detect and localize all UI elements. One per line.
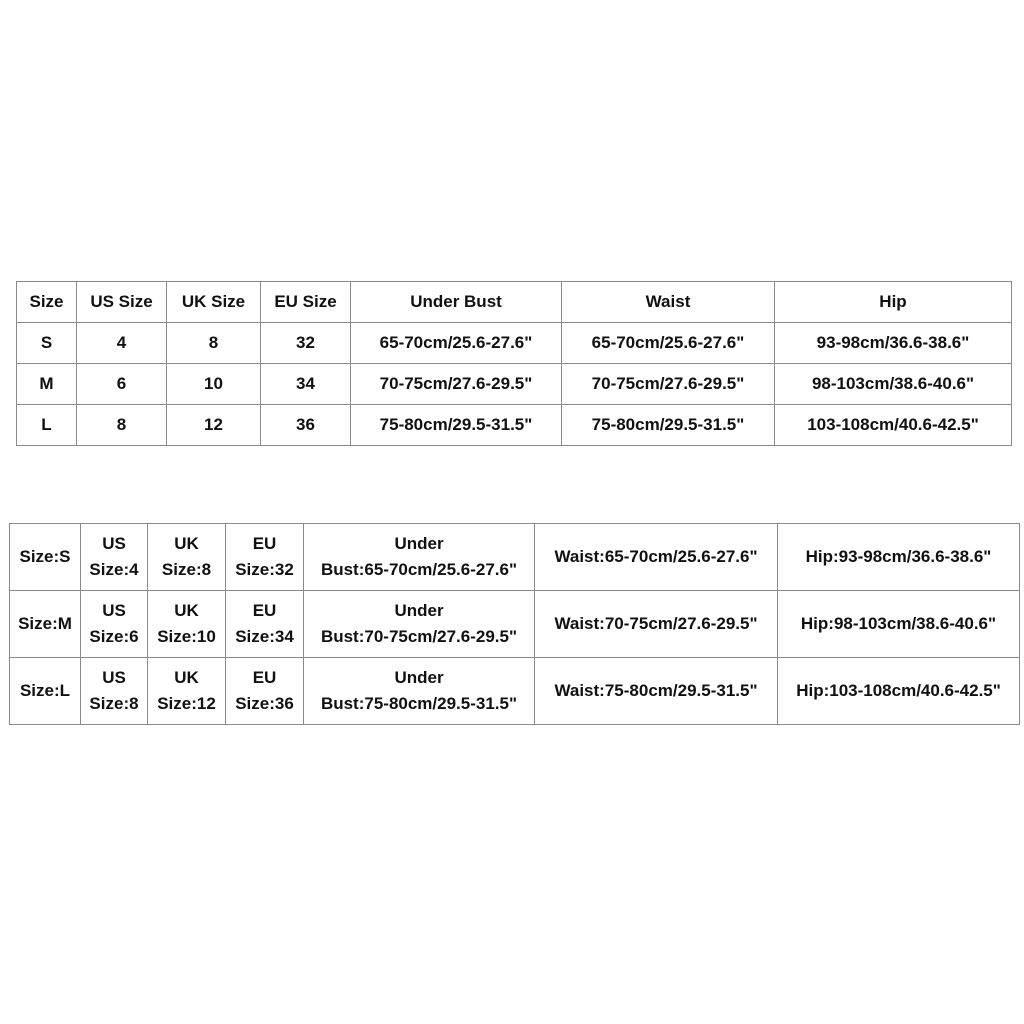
cell-us-size: 8: [77, 405, 167, 446]
cell-waist: 75-80cm/29.5-31.5": [562, 405, 775, 446]
cell-waist: Waist:75-80cm/29.5-31.5": [535, 658, 778, 725]
cell-us-size: US Size:8: [81, 658, 148, 725]
table-row: [10, 524, 1020, 591]
cell-uk-size: 10: [167, 364, 261, 405]
header-under-bust: Under Bust: [351, 282, 562, 323]
table-row: [17, 405, 1012, 446]
header-us-size: US Size: [77, 282, 167, 323]
size-chart-table: [16, 281, 1012, 446]
cell-waist: Waist:65-70cm/25.6-27.6": [535, 524, 778, 591]
cell-eu-size: 36: [261, 405, 351, 446]
table-row: [10, 591, 1020, 658]
cell-waist: Waist:70-75cm/27.6-29.5": [535, 591, 778, 658]
cell-uk-size: UK Size:8: [148, 524, 226, 591]
cell-under-bust: Under Bust:70-75cm/27.6-29.5": [304, 591, 535, 658]
table-header-row: [17, 282, 1012, 323]
labelled-size-chart-table: [9, 523, 1020, 725]
cell-under-bust: 70-75cm/27.6-29.5": [351, 364, 562, 405]
cell-size: L: [17, 405, 77, 446]
table-row: [17, 364, 1012, 405]
header-size: Size: [17, 282, 77, 323]
table-row: [10, 658, 1020, 725]
cell-uk-size: UK Size:10: [148, 591, 226, 658]
cell-us-size: US Size:6: [81, 591, 148, 658]
cell-hip: Hip:98-103cm/38.6-40.6": [778, 591, 1020, 658]
cell-eu-size: 32: [261, 323, 351, 364]
cell-size: M: [17, 364, 77, 405]
cell-hip: 98-103cm/38.6-40.6": [775, 364, 1012, 405]
cell-waist: 70-75cm/27.6-29.5": [562, 364, 775, 405]
cell-hip: Hip:103-108cm/40.6-42.5": [778, 658, 1020, 725]
cell-size: S: [17, 323, 77, 364]
cell-eu-size: EU Size:36: [226, 658, 304, 725]
table-row: [17, 323, 1012, 364]
cell-hip: 103-108cm/40.6-42.5": [775, 405, 1012, 446]
header-hip: Hip: [775, 282, 1012, 323]
cell-waist: 65-70cm/25.6-27.6": [562, 323, 775, 364]
cell-eu-size: EU Size:34: [226, 591, 304, 658]
cell-us-size: US Size:4: [81, 524, 148, 591]
cell-size: Size:L: [10, 658, 81, 725]
cell-under-bust: 65-70cm/25.6-27.6": [351, 323, 562, 364]
cell-hip: 93-98cm/36.6-38.6": [775, 323, 1012, 364]
cell-uk-size: UK Size:12: [148, 658, 226, 725]
header-waist: Waist: [562, 282, 775, 323]
cell-uk-size: 12: [167, 405, 261, 446]
cell-us-size: 6: [77, 364, 167, 405]
cell-hip: Hip:93-98cm/36.6-38.6": [778, 524, 1020, 591]
header-uk-size: UK Size: [167, 282, 261, 323]
cell-us-size: 4: [77, 323, 167, 364]
cell-eu-size: 34: [261, 364, 351, 405]
header-eu-size: EU Size: [261, 282, 351, 323]
cell-eu-size: EU Size:32: [226, 524, 304, 591]
cell-under-bust: Under Bust:75-80cm/29.5-31.5": [304, 658, 535, 725]
cell-under-bust: 75-80cm/29.5-31.5": [351, 405, 562, 446]
cell-size: Size:M: [10, 591, 81, 658]
cell-uk-size: 8: [167, 323, 261, 364]
cell-size: Size:S: [10, 524, 81, 591]
cell-under-bust: Under Bust:65-70cm/25.6-27.6": [304, 524, 535, 591]
